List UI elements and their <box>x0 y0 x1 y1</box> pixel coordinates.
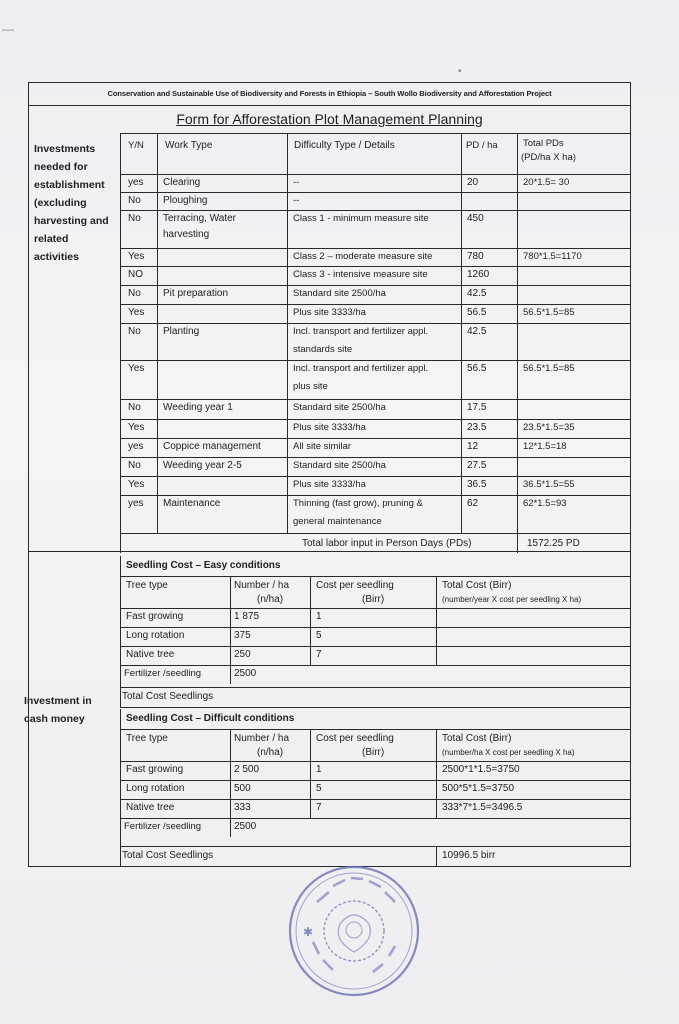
seedling-row-cost: 1 <box>316 764 322 775</box>
row-total-pds: 56.5*1.5=85 <box>523 363 575 374</box>
row-rule <box>120 495 631 496</box>
seedling-row-number: 333 <box>234 802 251 813</box>
side-label-line: related <box>34 233 69 245</box>
header-pd-ha: PD / ha <box>466 140 498 151</box>
row-rule <box>120 304 631 305</box>
row-rule <box>120 476 631 477</box>
row-difficulty: All site similar <box>293 441 352 452</box>
header-number-ha: Number / ha <box>234 580 290 591</box>
column-rule <box>157 133 158 533</box>
row-total-pds: 62*1.5=93 <box>523 498 567 509</box>
cash-investment-label <box>24 692 92 728</box>
column-rule <box>436 729 437 818</box>
fertilizer-value: 2500 <box>234 821 257 832</box>
row-rule <box>120 707 631 708</box>
seedling-row-total: 500*5*1.5=3750 <box>442 783 515 794</box>
column-rule <box>287 133 288 533</box>
row-work-type: Coppice management <box>163 441 261 452</box>
row-yn: Yes <box>128 422 145 433</box>
seedling-row-number: 1 875 <box>234 611 260 622</box>
seedling-row-cost: 5 <box>316 630 322 641</box>
row-yn: yes <box>128 441 144 452</box>
row-pd-ha: 450 <box>467 213 484 224</box>
column-rule <box>436 846 437 866</box>
column-rule <box>310 576 311 665</box>
header-cost-seedling: Cost per seedling <box>316 580 394 591</box>
row-difficulty-cont: plus site <box>293 381 328 392</box>
seedling-row-tree: Fast growing <box>126 611 184 622</box>
row-rule <box>120 323 631 324</box>
row-yn: No <box>128 195 141 206</box>
header-total-cost-formula: (number/ha X cost per seedling X ha) <box>442 748 575 757</box>
header-total-cost-formula: (number/year X cost per seedling X ha) <box>442 595 582 604</box>
row-work-type: Maintenance <box>163 498 221 509</box>
row-difficulty: Plus site 3333/ha <box>293 422 366 433</box>
row-rule <box>120 576 631 577</box>
row-work-type: Ploughing <box>163 195 208 206</box>
row-pd-ha: 56.5 <box>467 363 487 374</box>
row-yn: Yes <box>128 251 145 262</box>
row-rule <box>120 419 631 420</box>
row-rule <box>120 248 631 249</box>
row-rule <box>120 761 631 762</box>
row-pd-ha: 36.5 <box>467 479 487 490</box>
total-labor-value: 1572.25 PD <box>527 538 580 549</box>
side-label-line: Investment in <box>24 695 92 707</box>
seedling-row-tree: Native tree <box>126 802 175 813</box>
header-total-cost: Total Cost (Birr) <box>442 580 512 591</box>
row-difficulty: Plus site 3333/ha <box>293 307 366 318</box>
row-rule <box>120 818 631 819</box>
row-rule <box>120 729 631 730</box>
column-rule <box>120 709 121 866</box>
seedling-row-cost: 7 <box>316 802 322 813</box>
establishment-label <box>34 140 109 266</box>
row-work-type-cont: harvesting <box>163 229 210 240</box>
header-tree-type: Tree type <box>126 733 168 744</box>
row-rule <box>120 665 631 666</box>
row-difficulty: Incl. transport and fertilizer appl. <box>293 363 429 374</box>
seedling-heading: Seedling Cost – Easy conditions <box>126 560 281 571</box>
row-pd-ha: 56.5 <box>467 307 487 318</box>
row-yn: No <box>128 288 141 299</box>
column-rule <box>120 133 121 553</box>
row-yn: yes <box>128 498 144 509</box>
side-label-line: activities <box>34 251 79 263</box>
seedling-row-number: 375 <box>234 630 251 641</box>
seedling-row-tree: Fast growing <box>126 764 184 775</box>
edge-mark: — <box>2 22 14 36</box>
row-difficulty: Class 3 - intensive measure site <box>293 269 428 280</box>
row-rule <box>120 799 631 800</box>
row-rule <box>120 533 631 534</box>
total-seedlings-label: Total Cost Seedlings <box>122 850 214 861</box>
fertilizer-value: 2500 <box>234 668 257 679</box>
fertilizer-label: Fertilizer /seedling <box>124 668 202 679</box>
header-cost-unit: (Birr) <box>362 747 385 758</box>
row-rule <box>120 438 631 439</box>
row-work-type: Terracing, Water <box>163 213 236 224</box>
row-rule <box>120 210 631 211</box>
fertilizer-label: Fertilizer /seedling <box>124 821 202 832</box>
row-difficulty-cont: general maintenance <box>293 516 382 527</box>
row-rule <box>120 687 631 688</box>
row-work-type: Pit preparation <box>163 288 229 299</box>
row-difficulty: Class 1 - minimum measure site <box>293 213 429 224</box>
column-rule <box>517 133 518 533</box>
row-rule <box>120 846 631 847</box>
row-rule <box>120 174 631 175</box>
seedling-row-tree: Long rotation <box>126 630 185 641</box>
seedling-row-number: 500 <box>234 783 251 794</box>
row-yn: No <box>128 460 141 471</box>
row-total-pds: 23.5*1.5=35 <box>523 422 575 433</box>
row-total-pds: 20*1.5= 30 <box>523 177 570 188</box>
row-rule <box>120 266 631 267</box>
column-rule <box>120 556 121 707</box>
row-yn: Yes <box>128 363 145 374</box>
row-pd-ha: 62 <box>467 498 479 509</box>
side-label-line: harvesting and <box>34 215 109 227</box>
side-label-line: Investments <box>34 143 96 155</box>
header-yn: Y/N <box>128 140 144 151</box>
row-pd-ha: 42.5 <box>467 288 487 299</box>
row-pd-ha: 17.5 <box>467 402 487 413</box>
total-labor-label: Total labor input in Person Days (PDs) <box>302 538 472 549</box>
column-rule <box>310 729 311 818</box>
row-work-type: Weeding year 2-5 <box>163 460 242 471</box>
header-work-type: Work Type <box>165 140 213 151</box>
row-rule <box>120 285 631 286</box>
row-pd-ha: 780 <box>467 251 484 262</box>
row-pd-ha: 20 <box>467 177 479 188</box>
row-total-pds: 12*1.5=18 <box>523 441 567 452</box>
row-difficulty: Class 2 – moderate measure site <box>293 251 433 262</box>
row-total-pds: 36.5*1.5=55 <box>523 479 575 490</box>
row-rule <box>120 360 631 361</box>
header-total-formula: (PD/ha X ha) <box>521 152 576 163</box>
dot-mark: • <box>458 66 462 77</box>
row-yn: No <box>128 402 141 413</box>
side-label-line: (excluding <box>34 197 87 209</box>
header-total-pds: Total PDs <box>523 138 564 149</box>
row-yn: No <box>128 213 141 224</box>
total-seedlings-label: Total Cost Seedlings <box>122 691 214 702</box>
row-rule <box>120 192 631 193</box>
seedling-row-cost: 7 <box>316 649 322 660</box>
row-difficulty: Plus site 3333/ha <box>293 479 366 490</box>
row-total-pds: 56.5*1.5=85 <box>523 307 575 318</box>
row-difficulty: Standard site 2500/ha <box>293 402 386 413</box>
header-number-unit: (n/ha) <box>257 594 284 605</box>
row-difficulty: Standard site 2500/ha <box>293 460 386 471</box>
row-work-type: Planting <box>163 326 200 337</box>
row-rule <box>120 780 631 781</box>
row-rule <box>120 133 631 134</box>
row-difficulty-cont: standards site <box>293 344 353 355</box>
row-difficulty: Incl. transport and fertilizer appl. <box>293 326 429 337</box>
seedling-row-cost: 1 <box>316 611 322 622</box>
header-total-cost: Total Cost (Birr) <box>442 733 512 744</box>
column-rule <box>517 533 518 553</box>
seedling-row-tree: Long rotation <box>126 783 185 794</box>
column-rule <box>230 576 231 684</box>
row-difficulty: -- <box>293 177 300 188</box>
row-pd-ha: 27.5 <box>467 460 487 471</box>
header-difficulty: Difficulty Type / Details <box>294 140 395 151</box>
row-rule <box>120 627 631 628</box>
seedling-heading: Seedling Cost – Difficult conditions <box>126 713 295 724</box>
row-pd-ha: 1260 <box>467 269 490 280</box>
seedling-row-tree: Native tree <box>126 649 175 660</box>
column-rule <box>436 576 437 665</box>
header-number-ha: Number / ha <box>234 733 290 744</box>
row-rule <box>28 551 631 552</box>
header-tree-type: Tree type <box>126 580 168 591</box>
column-rule <box>230 729 231 837</box>
side-label-line: cash money <box>24 713 85 725</box>
row-yn: NO <box>128 269 143 280</box>
svg-text:✱: ✱ <box>303 925 314 939</box>
row-yn: yes <box>128 177 144 188</box>
header-cost-seedling: Cost per seedling <box>316 733 394 744</box>
row-work-type: Weeding year 1 <box>163 402 233 413</box>
row-pd-ha: 12 <box>467 441 479 452</box>
row-pd-ha: 23.5 <box>467 422 487 433</box>
row-rule <box>120 399 631 400</box>
seedling-row-number: 2 500 <box>234 764 260 775</box>
row-total-pds: 780*1.5=1170 <box>523 251 582 262</box>
row-work-type: Clearing <box>163 177 201 188</box>
form-title: Form for Afforestation Plot Management Planning <box>176 111 483 127</box>
seedling-row-number: 250 <box>234 649 251 660</box>
header-number-unit: (n/ha) <box>257 747 284 758</box>
row-difficulty: -- <box>293 195 300 206</box>
row-difficulty: Thinning (fast grow), pruning & <box>293 498 423 509</box>
seedling-row-total: 2500*1*1.5=3750 <box>442 764 520 775</box>
header-cost-unit: (Birr) <box>362 594 385 605</box>
row-difficulty: Standard site 2500/ha <box>293 288 386 299</box>
seedling-row-total: 333*7*1.5=3496.5 <box>442 802 523 813</box>
column-rule <box>461 133 462 533</box>
row-yn: Yes <box>128 479 145 490</box>
official-seal-stamp <box>285 862 423 1000</box>
seedling-row-cost: 5 <box>316 783 322 794</box>
row-rule <box>120 608 631 609</box>
side-label-line: needed for <box>34 161 88 173</box>
row-yn: No <box>128 326 141 337</box>
row-yn: Yes <box>128 307 145 318</box>
row-pd-ha: 42.5 <box>467 326 487 337</box>
row-rule <box>120 646 631 647</box>
row-rule <box>120 457 631 458</box>
total-seedlings-value: 10996.5 birr <box>442 850 496 861</box>
project-header: Conservation and Sustainable Use of Biodiversity and Forests in Ethiopia – South Wollo Biodiversity and Afforestation Project <box>28 82 631 106</box>
side-label-line: establishment <box>34 179 105 191</box>
